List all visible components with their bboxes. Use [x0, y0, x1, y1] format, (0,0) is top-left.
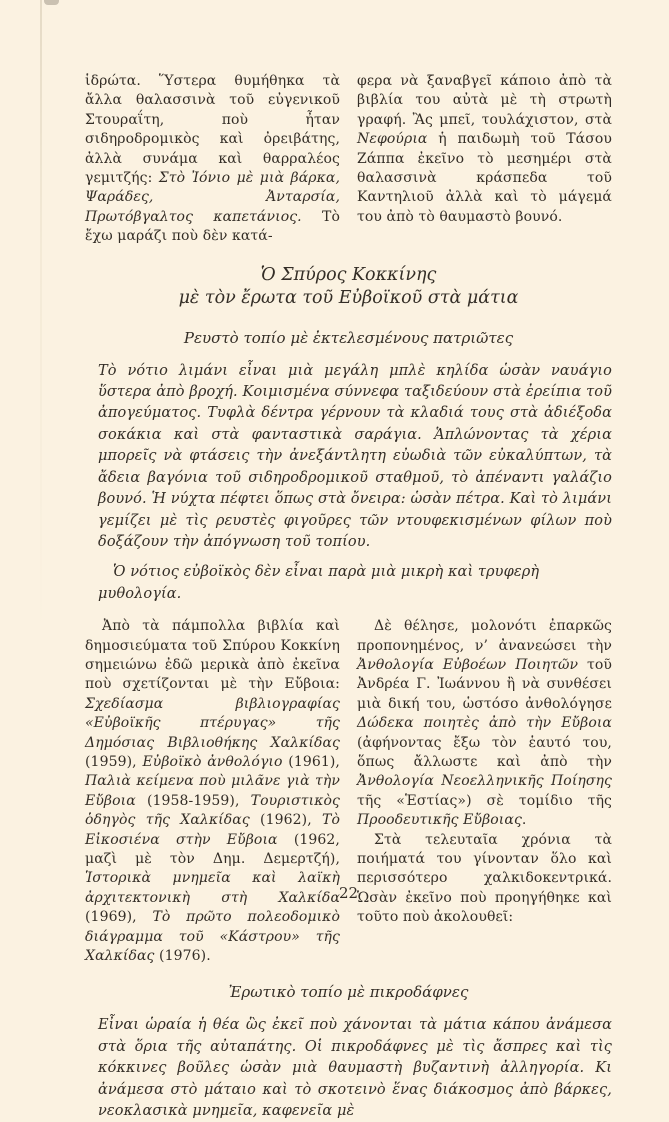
section-title-line-1: Ὁ Σπύρος Κοκκίνης: [260, 264, 437, 285]
recent-years-paragraph: Στὰ τελευταῖα χρόνια τὰ ποιήματά του γίνονταν ὅλο καὶ περισσότερο χαλκιδοκεντρικά. Ὡσὰν ἐκεῖνο ποὺ προηγήθηκε καὶ τοῦτο ποὺ ἀκολουθεῖ:: [357, 831, 612, 926]
top-right-column-text: φερα νὰ ξαναβγεῖ κάποιο ἀπὸ τὰ βιβλία του αὐτὰ μὲ τὴ στρωτὴ γραφή. Ἂς μπεῖ, τουλάχιστον, στὰ Νεφούρια ἡ παιδωμὴ τοῦ Τάσου Ζάππα ἐκεῖνο τὸ μεσημέρι στὰ θαλασσινὰ κράσπεδα τοῦ Καντηλιοῦ ἀλλὰ καὶ τὸ μάγεμά του ἀπὸ τὸ θαυμαστὸ βουνό.: [357, 73, 612, 225]
scan-gutter-shadow: [40, 0, 42, 635]
quote-closing-line: Ὁ νότιος εὐβοϊκὸς δὲν εἶναι παρὰ μιὰ μικρὴ καὶ τρυφερὴ μυθολογία.: [98, 564, 540, 602]
bottom-two-column-block: [85, 617, 612, 966]
scan-corner-artifact: [44, 0, 59, 5]
section-title-line-2: μὲ τὸν ἔρωτα τοῦ Εὐβοϊκοῦ στὰ μάτια: [178, 287, 519, 308]
page-number: 22: [338, 884, 359, 902]
anthology-paragraph: Δὲ θέλησε, μολονότι ἐπαρκῶς προπονημένος, ν’ ἀνανεώσει τὴν Ἀνθολογία Εὐβοέων Ποιητῶν τοῦ Ἀνδρέα Γ. Ἰωάννου ἢ νὰ συνθέσει μιὰ δική του, ὡστόσο ἀνθολόγησε Δώδεκα ποιητὲς ἀπὸ τὴν Εὔβοια (ἀφήνοντας ἔξω τὸν ἑαυτό του, ὅπως ἄλλωστε καὶ ἀπὸ τὴν Ἀνθολογία Νεοελληνικῆς Ποίησης τῆς «Ἑστίας») σὲ τομίδιο τῆς Προοδευτικῆς Εὔβοιας.: [357, 618, 612, 829]
subsection-title-2: Ἐρωτικὸ τοπίο μὲ πικροδάφνες: [228, 983, 469, 1002]
quote-paragraph-1: Τὸ νότιο λιμάνι εἶναι μιὰ μεγάλη μπλὲ κηλίδα ὡσὰν ναυάγιο ὕστερα ἀπὸ βροχή. Κοιμισμένα σύννεφα ταξιδεύουν στὰ ἐρείπια τοῦ ἀπογεύματος. Τυφλὰ δέντρα γέρνουν τὰ κλαδιά τους στὰ ἀδιέξοδα σοκάκια καὶ στὰ φανταστικὰ σαράγια. Ἁπλώνοντας τὰ χέρια μπορεῖς νὰ φτάσεις τὴν ἀνεξάντλητη εὐωδιὰ τῶν εὐκαλύπτων, τὰ ἄδεια βαγόνια τοῦ σιδηροδρομικοῦ σταθμοῦ, τὸ ἀπέναντι γαλάζιο βουνό. Ἡ νύχτα πέφτει ὅπως στὰ ὄνειρα: ὡσὰν πέτρα. Καὶ τὸ λιμάνι γεμίζει μὲ τὶς ρευστὲς φιγοῦρες τῶν ντουφεκισμένων φίλων ποὺ δοξάζουν τὴν ἀπόγνωση τοῦ τοπίου.: [98, 362, 612, 550]
bottom-right-column: [357, 617, 612, 966]
section-title: [85, 264, 612, 310]
bottom-left-column: [85, 617, 340, 966]
quote-paragraph-2: Εἶναι ὡραία ἡ θέα ὣς ἐκεῖ ποὺ χάνονται τὰ μάτια κάπου ἀνάμεσα στὰ ὅρια τῆς αὐταπάτης. Οἱ πικροδάφνες μὲ τὶς ἄσπρες καὶ τὶς κόκκινες βοῦλες ὡσὰν μιὰ θαυμαστὴ βυζαντινὴ ἀλληγορία. Κι ἀνάμεσα στὸ μάταιο καὶ τὸ σκοτεινὸ ἕνας διάκοσμος ἀπὸ βάρκες, νεοκλασικὰ μνημεῖα, καφενεῖα μὲ: [98, 1017, 612, 1120]
subsection-title-1: Ρευστὸ τοπίο μὲ ἐκτελεσμένους πατριῶτες: [183, 328, 514, 347]
page-content: [85, 72, 612, 1122]
top-two-column-block: [85, 72, 612, 247]
bibliography-paragraph: Ἀπὸ τὰ πάμπολλα βιβλία καὶ δημοσιεύματα τοῦ Σπύρου Κοκκίνη σημειώνω ἐδῶ μερικὰ ἀπὸ ἐκεῖνα ποὺ σχετίζονται μὲ τὴν Εὔβοια: Σχεδίασμα βιβλιογραφίας «Εὐβοϊκῆς πτέρυγας» τῆς Δημόσιας Βιβλιοθήκης Χαλκίδας (1959), Εὐβοϊκὸ ἀνθολόγιο (1961), Παλιὰ κείμενα ποὺ μιλᾶνε γιὰ τὴν Εὔβοια (1958-1959), Τουριστικὸς ὁδηγὸς τῆς Χαλκίδας (1962), Τὸ Εἰκοσιένα στὴν Εὔβοια (1962, μαζὶ μὲ τὸν Δημ. Δεμερτζή), Ἱστορικὰ μνημεῖα καὶ λαϊκὴ ἀρχιτεκτονικὴ στὴ Χαλκίδα (1969), Τὸ πρῶτο πολεοδομικὸ διάγραμμα τοῦ «Κάστρου» τῆς Χαλκίδας (1976).: [85, 618, 340, 965]
top-left-column-text: ἱδρώτα. Ὕστερα θυμήθηκα τὰ ἄλλα θαλασσινὰ τοῦ εὐγενικοῦ Στουραΐτη, ποὺ ἦταν σιδηροδρομικὸς καὶ ὀρειβάτης, ἀλλὰ συνάμα καὶ θαρραλέος γεμιτζής: Στὸ Ἰόνιο μὲ μιὰ βάρκα, Ψαράδες, Ἀνταρσία, Πρωτόβγαλτος καπετάνιος. Τὸ ἔχω μαράζι ποὺ δὲν κατά-: [85, 73, 340, 245]
